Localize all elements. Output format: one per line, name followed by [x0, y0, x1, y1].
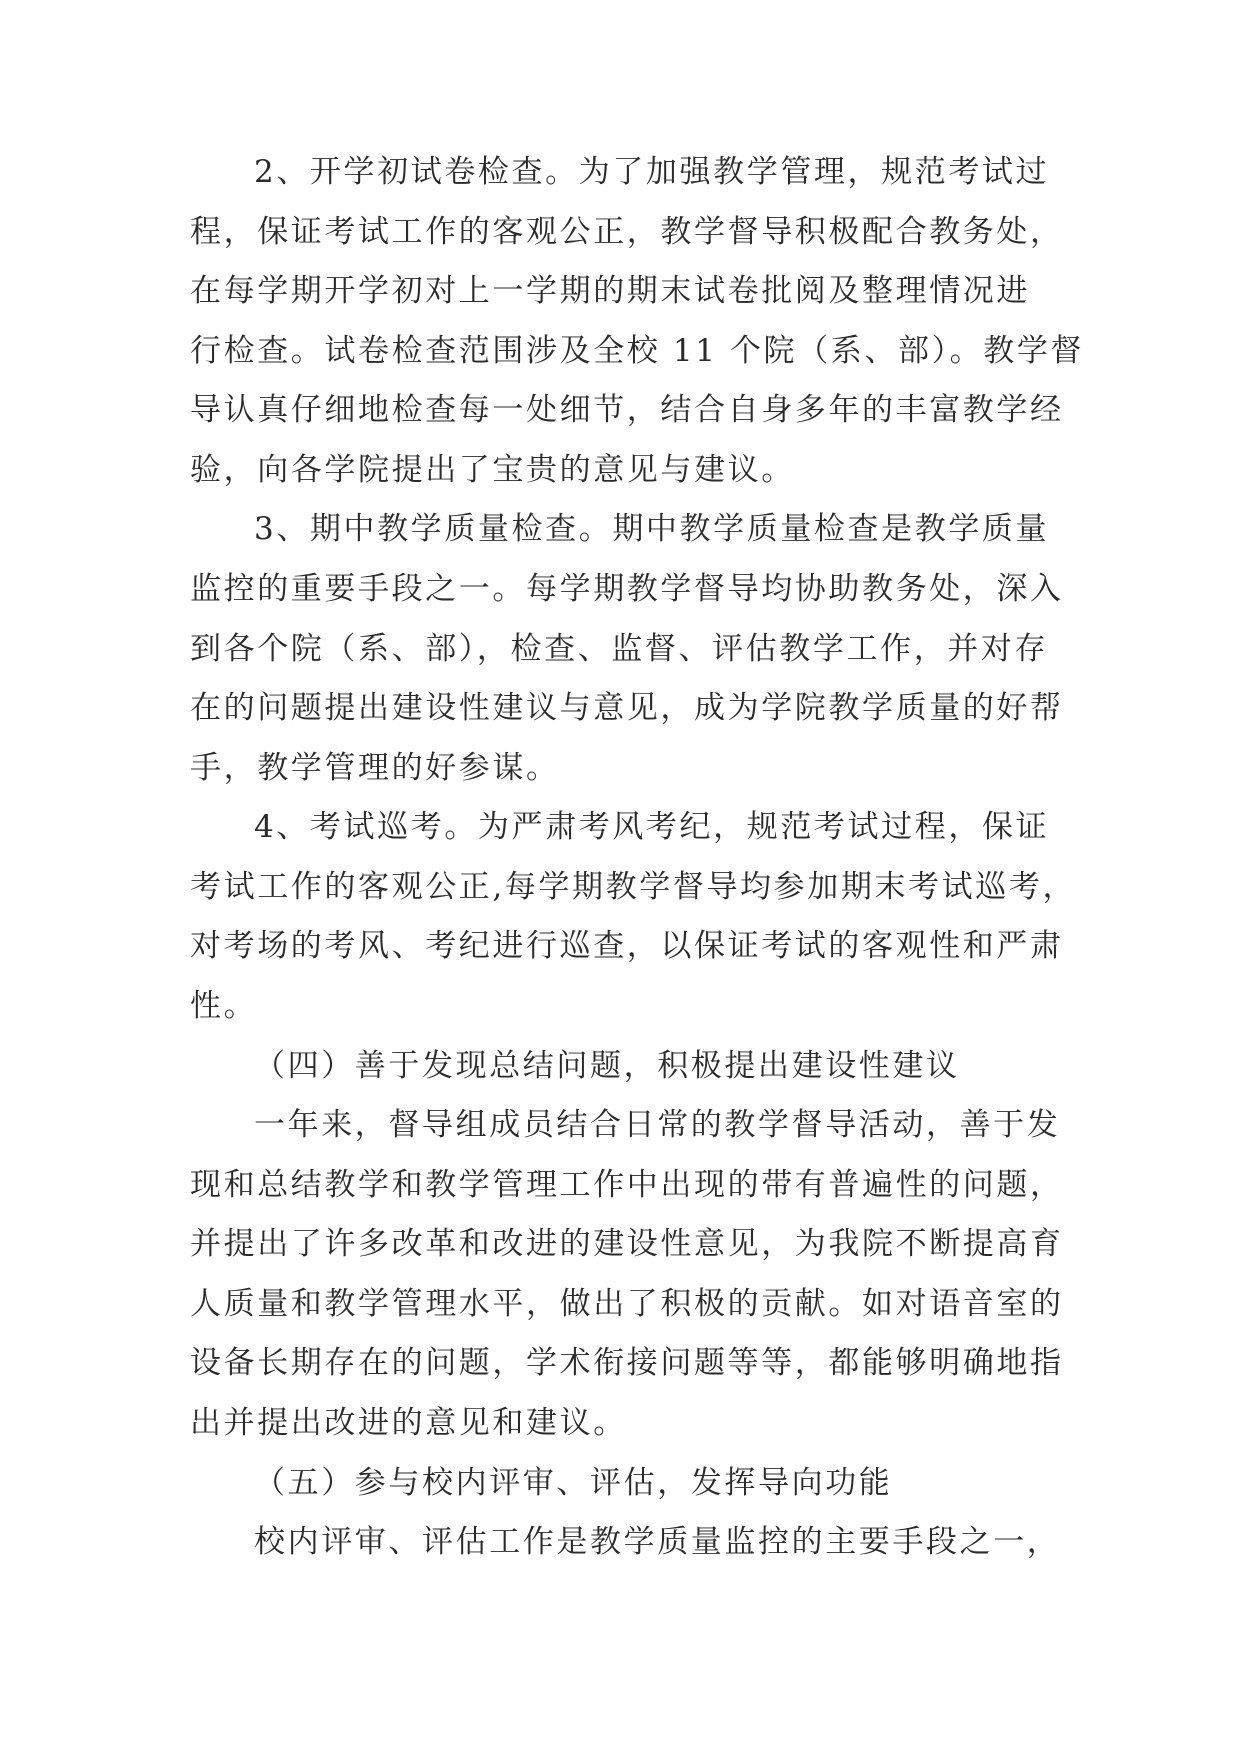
paragraph-2-line-3: 在每学期开学初对上一学期的期末试卷批阅及整理情况进 [190, 273, 1030, 309]
paragraph-2-line-4: 行检查。试卷检查范围涉及全校 11 个院（系、部）。教学督 [190, 333, 1085, 369]
paragraph-5-line-4: 人质量和教学管理水平，做出了积极的贡献。如对语音室的 [190, 1286, 1064, 1322]
paragraph-3-line-4: 在的问题提出建设性建议与意见，成为学院教学质量的好帮 [190, 690, 1064, 726]
paragraph-5-line-2: 现和总结教学和教学管理工作中出现的带有普遍性的问题， [190, 1167, 1064, 1203]
paragraph-2-line-6: 验，向各学院提出了宝贵的意见与建议。 [190, 452, 795, 488]
paragraph-2-line-5: 导认真仔细地检查每一处细节，结合自身多年的丰富教学经 [190, 392, 1064, 428]
paragraph-4-line-3: 对考场的考风、考纪进行巡查，以保证考试的客观性和严肃 [190, 928, 1064, 964]
section-heading-5: （五）参与校内评审、评估，发挥导向功能 [254, 1465, 893, 1501]
paragraph-4-line-1: 4、考试巡考。为严肃考风考纪，规范考试过程，保证 [254, 809, 1050, 845]
paragraph-5-line-1: 一年来，督导组成员结合日常的教学督导活动，善于发 [254, 1107, 1061, 1143]
paragraph-4-line-4: 性。 [190, 988, 258, 1024]
section-heading-4: （四）善于发现总结问题，积极提出建设性建议 [254, 1048, 960, 1084]
paragraph-3-line-5: 手，教学管理的好参谋。 [190, 750, 560, 786]
paragraph-3-line-2: 监控的重要手段之一。每学期教学督导均协助教务处，深入 [190, 571, 1064, 607]
paragraph-5-line-6: 出并提出改进的意见和建议。 [190, 1405, 627, 1441]
paragraph-3-line-3: 到各个院（系、部），检查、监督、评估教学工作，并对存 [190, 631, 1049, 667]
paragraph-3-line-1: 3、期中教学质量检查。期中教学质量检查是教学质量 [254, 511, 1050, 547]
paragraph-4-line-2: 考试工作的客观公正,每学期教学督导均参加期末考试巡考， [190, 869, 1077, 905]
paragraph-5-line-5: 设备长期存在的问题，学术衔接问题等等，都能够明确地指 [190, 1345, 1064, 1381]
paragraph-6-line-1: 校内评审、评估工作是教学质量监控的主要手段之一， [254, 1524, 1061, 1560]
paragraph-2-line-1: 2、开学初试卷检查。为了加强教学管理，规范考试过 [254, 154, 1050, 190]
paragraph-2-line-2: 程，保证考试工作的客观公正，教学督导积极配合教务处， [190, 214, 1064, 250]
paragraph-5-line-3: 并提出了许多改革和改进的建设性意见，为我院不断提高育 [190, 1226, 1064, 1262]
